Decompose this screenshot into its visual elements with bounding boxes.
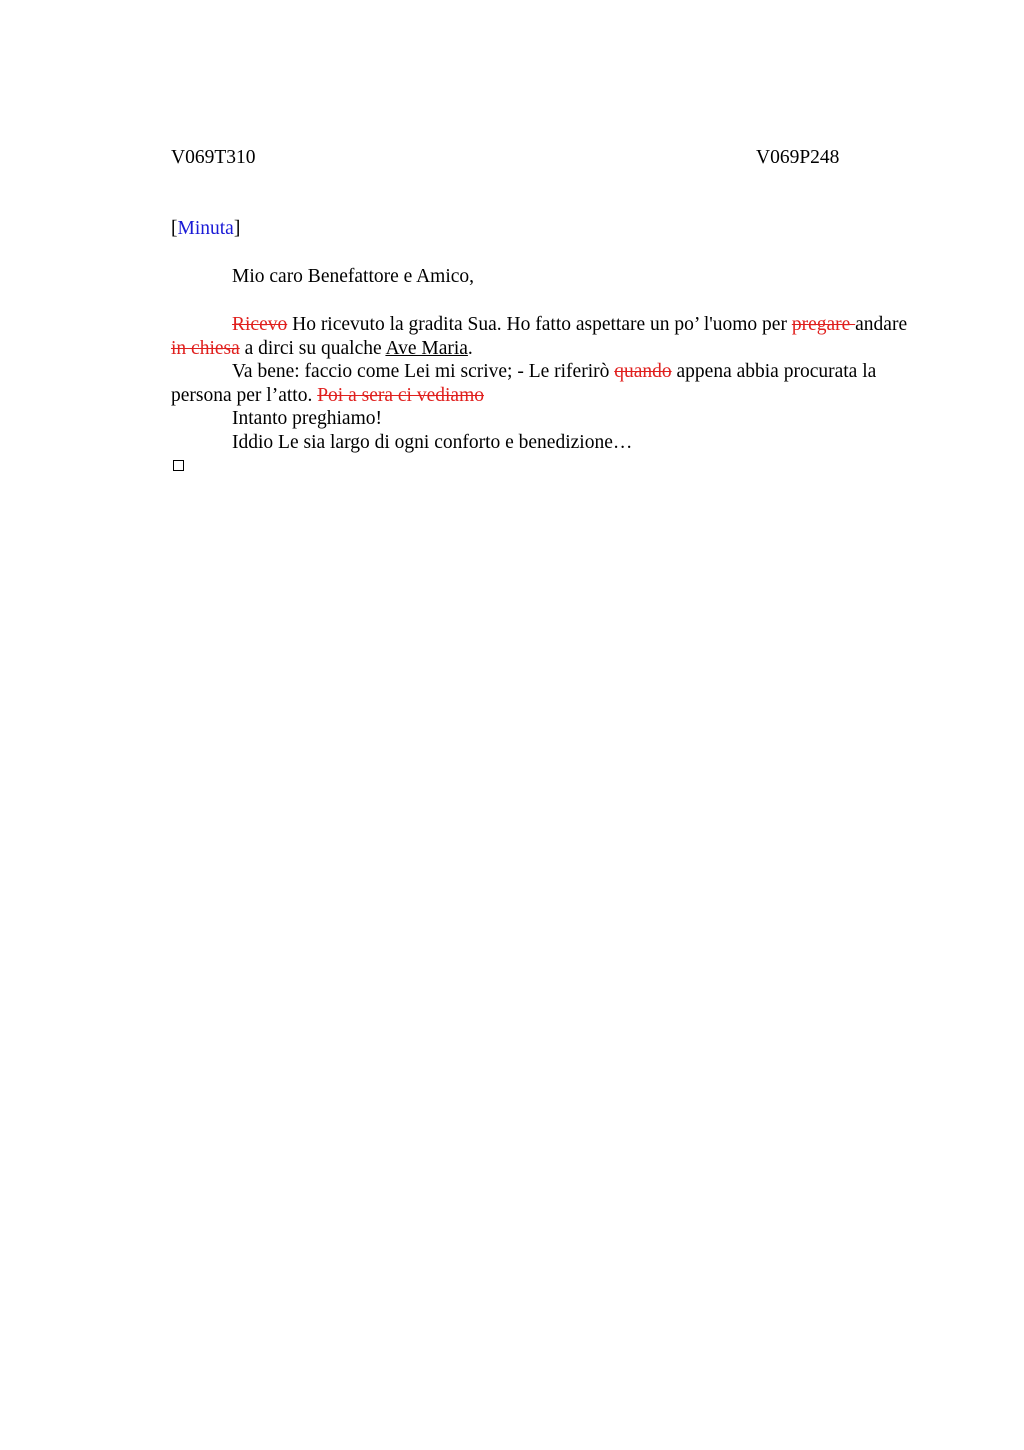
document-code-left: V069T310	[171, 147, 256, 168]
deleted-text: Ricevo	[232, 314, 288, 335]
underlined-text: Ave Maria	[385, 337, 468, 359]
deleted-text: pregare	[791, 314, 856, 335]
paragraph-text: Ho ricevuto la gradita Sua. Ho fatto aspettare un po’ l'uomo per	[287, 314, 792, 335]
paragraph-text: appena abbia procurata la persona per l’atto.	[171, 361, 877, 406]
document-header	[171, 146, 919, 170]
document-page	[171, 146, 919, 453]
deleted-text: in chiesa	[171, 337, 240, 359]
letter-paragraph-2	[171, 360, 919, 407]
paragraph-text: Va bene: faccio come Lei mi scrive; - Le riferirò	[232, 361, 615, 382]
letter-salutation: Mio caro Benefattore e Amico,	[232, 266, 475, 287]
minuta-label	[171, 217, 240, 241]
deleted-text: Poi a sera ci vediamo	[317, 384, 484, 406]
paragraph-text: andare	[855, 314, 908, 335]
letter-paragraph-1	[171, 313, 919, 360]
letter-paragraph-3: Intanto preghiamo!	[232, 408, 382, 429]
square-marker-icon	[173, 460, 184, 471]
minuta-word: Minuta	[177, 218, 234, 239]
close-bracket: ]	[233, 218, 241, 239]
letter-paragraph-4: Iddio Le sia largo di ogni conforto e benedizione…	[232, 431, 633, 453]
letter-body	[171, 313, 919, 454]
paragraph-text: a dirci su qualche	[239, 337, 386, 359]
deleted-text: quando	[614, 361, 672, 382]
document-code-right: V069P248	[756, 147, 840, 168]
paragraph-text: .	[467, 337, 473, 359]
open-bracket: [	[171, 218, 178, 239]
